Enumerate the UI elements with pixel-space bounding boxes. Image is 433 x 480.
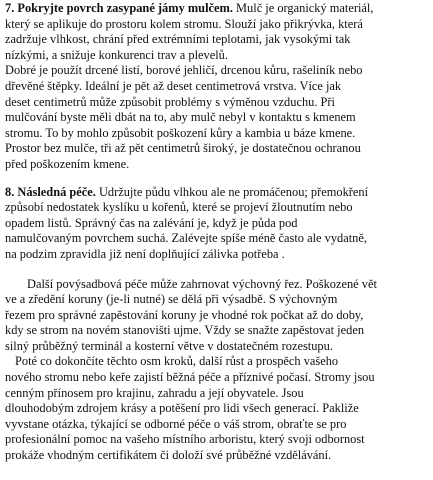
conclusion-line: dlouhodobým zdrojem krásy a potěšení pro lidi všech generací. Pakliže: [5, 401, 359, 416]
section-8-line: Udržujte půdu vlhkou ale ne promáčenou; přemokření: [95, 184, 369, 199]
section-8-line: způsobí nedostatek kyslíku u kořenů, které se projeví žloutnutím nebo: [5, 200, 353, 215]
section-7-line: dřevěné štěpky. Ideální je pět až deset centimetrová vrstva. Více jak: [5, 78, 342, 93]
section-7-line: zadržuje vlhkost, chrání před extrémními teplotami, jak vysokými tak: [5, 32, 351, 47]
section-7-line: Prostor bez mulče, tři až pět centimetrů široký, je dostatečnou ochranou: [5, 141, 361, 156]
section-8-line: namulčovaným povrchem suchá. Zalévejte spíše méně často ale vydatně,: [5, 231, 367, 246]
aftercare-line: kdy se strom na novém stanovišti ujme. Vždy se snažte zapěstovat jeden: [5, 323, 365, 338]
section-7-line: který se aplikuje do prostoru kolem stromu. Slouží jako přikrývka, která: [5, 16, 363, 31]
conclusion-line: prokáže vhodným certifikátem či doloží své průběžné vzdělávání.: [5, 448, 332, 463]
aftercare-line: řezem pro správné zapěstování koruny je vhodné rok počkat až do doby,: [5, 307, 364, 322]
conclusion-line: Poté co dokončíte těchto osm kroků, další růst a prospěch vašeho: [15, 354, 339, 369]
section-7-paragraph: [5, 1, 428, 173]
section-8-line: na podzim zpravidla již není doplňující zálivka potřeba .: [5, 246, 285, 261]
section-8-heading: 8. Následná péče.: [5, 184, 96, 199]
section-7-line: Dobré je použít drcené listí, borové jehličí, drcenou kůru, rašeliník nebo: [5, 63, 363, 78]
aftercare-line: silný průběžný terminál a kosterní větve v dostatečném rozestupu.: [5, 338, 333, 353]
section-8-line: opadem listů. Správný čas na zalévání je, když je půda pod: [5, 215, 298, 230]
aftercare-line: ve a zředění koruny (je-li nutné) se dělá při výsadbě. S výchovným: [5, 292, 338, 307]
conclusion-line: cenným přínosem pro krajinu, zahradu a její obyvatele. Jsou: [5, 385, 304, 400]
section-7-line: před poškozením kmene.: [5, 156, 130, 171]
section-7-line: nízkými, a snižuje konkurenci trav a plevelů.: [5, 47, 228, 62]
conclusion-line: profesionální pomoc na vašeho místního arboristu, který svoji odbornost: [5, 432, 365, 447]
aftercare-paragraph: [5, 277, 428, 355]
conclusion-paragraph: [5, 354, 428, 463]
section-7-line: mulčování byste měli dbát na to, aby mulč nebyl v kontaktu s kmenem: [5, 110, 356, 125]
section-7-line: Mulč je organický materiál,: [232, 1, 374, 15]
section-8-paragraph: [5, 185, 428, 263]
section-7-line: deset centimetrů může způsobit problémy s výměnou vzduchu. Při: [5, 94, 335, 109]
conclusion-line: vyvstane otázka, týkající se odborné péče o váš strom, obraťte se pro: [5, 416, 347, 431]
section-7-line: stromu. To by mohlo způsobit poškození kůry a kambia u báze kmene.: [5, 125, 356, 140]
aftercare-line: Další povýsadbová péče může zahrnovat výchovný řez. Poškozené vět: [27, 276, 377, 291]
conclusion-line: nového stromu nebo keře zajistí běžná péče a příznivé počasí. Stromy jsou: [5, 370, 375, 385]
section-7-heading: 7. Pokryjte povrch zasypané jámy mulčem.: [5, 1, 233, 15]
